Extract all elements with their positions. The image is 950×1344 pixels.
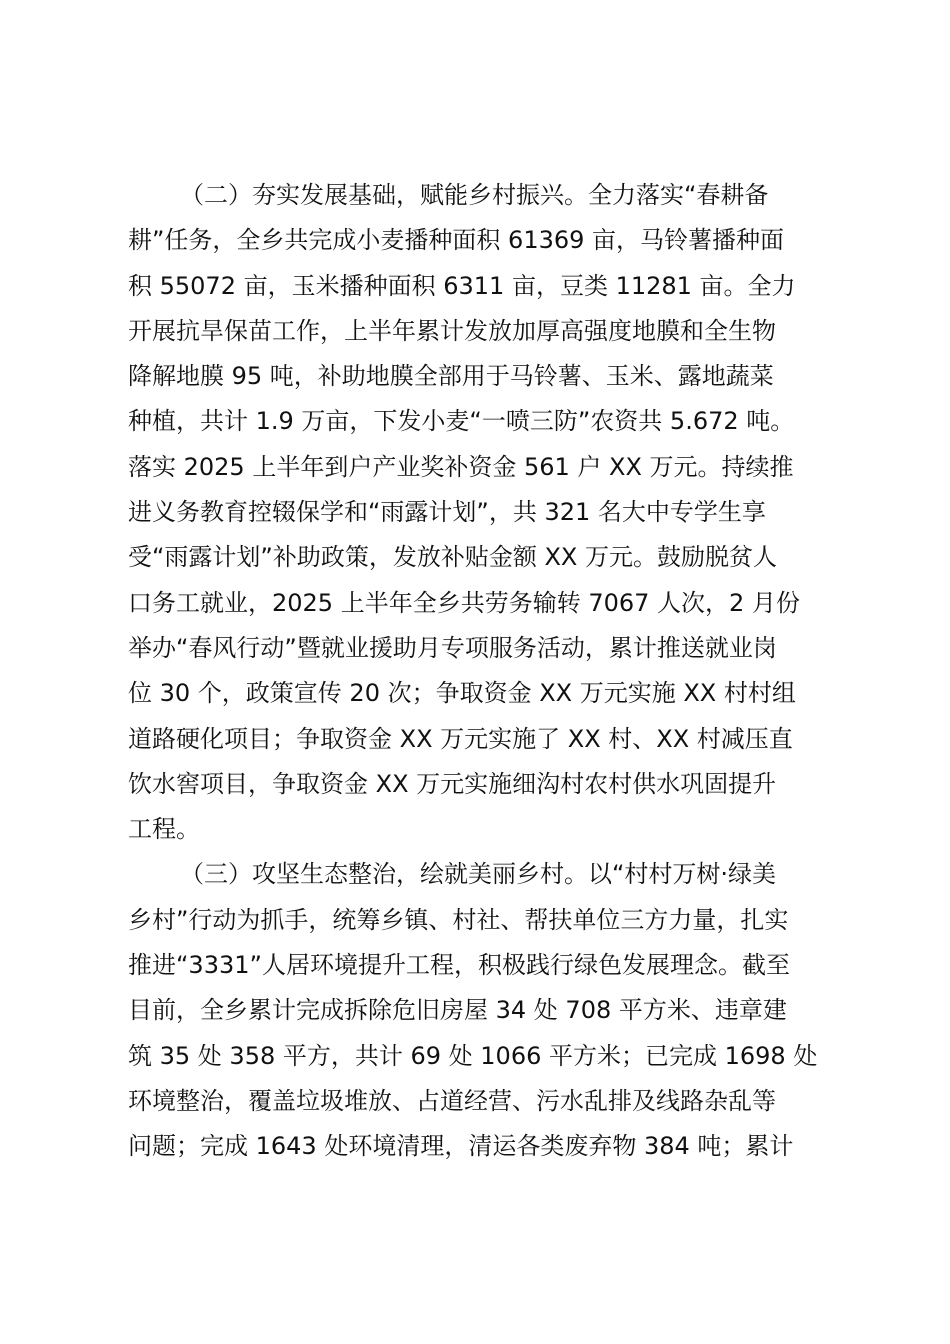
paragraph-2-line-4: 开展抗旱保苗工作，上半年累计发放加厚高强度地膜和全生物 — [128, 316, 776, 345]
paragraph-3-line-7: 问题；完成 1643 处环境清理，清运各类废弃物 384 吨；累计 — [128, 1132, 794, 1161]
paragraph-2-line-9: 受“雨露计划”补助政策，发放补贴金额 XX 万元。鼓励脱贫人 — [128, 543, 778, 572]
paragraph-2-line-11: 举办“春风行动”暨就业援助月专项服务活动，累计推送就业岗 — [128, 633, 777, 662]
paragraph-2-line-10: 口务工就业，2025 上半年全乡共劳务输转 7067 人次，2 月份 — [128, 588, 800, 617]
paragraph-2-line-13: 道路硬化项目；争取资金 XX 万元实施了 XX 村、XX 村减压直 — [128, 724, 793, 753]
paragraph-2-line-8: 进义务教育控辍保学和“雨露计划”，共 321 名大中专学生享 — [128, 498, 766, 527]
paragraph-2-line-14: 饮水窖项目，争取资金 XX 万元实施细沟村农村供水巩固提升 — [128, 769, 777, 798]
paragraph-2-line-2: 耕”任务，全乡共完成小麦播种面积 61369 亩，马铃薯播种面 — [128, 226, 785, 255]
document-body — [128, 173, 828, 1170]
paragraph-2-line-1: （二）夯实发展基础，赋能乡村振兴。全力落实“春耕备 — [180, 181, 769, 209]
paragraph-3-line-1: （三）攻坚生态整治，绘就美丽乡村。以“村村万树·绿美 — [180, 860, 777, 889]
paragraph-3-line-6: 环境整治，覆盖垃圾堆放、占道经营、污水乱排及线路杂乱等 — [128, 1086, 776, 1115]
paragraph-3-line-3: 推进“3331”人居环境提升工程，积极践行绿色发展理念。截至 — [128, 951, 790, 980]
paragraph-2-line-12: 位 30 个，政策宣传 20 次；争取资金 XX 万元实施 XX 村村组 — [128, 679, 796, 708]
paragraph-3-line-4: 目前，全乡累计完成拆除危旧房屋 34 处 708 平方米、违章建 — [128, 996, 787, 1025]
paragraph-3-line-2: 乡村”行动为抓手，统筹乡镇、村社、帮扶单位三方力量，扎实 — [128, 905, 789, 934]
paragraph-2-line-6: 种植，共计 1.9 万亩，下发小麦“一喷三防”农资共 5.672 吨。 — [128, 407, 795, 436]
paragraph-3-line-5: 筑 35 处 358 平方，共计 69 处 1066 平方米；已完成 1698 处 — [128, 1041, 818, 1070]
paragraph-2-line-7: 落实 2025 上半年到户产业奖补资金 561 户 XX 万元。持续推 — [128, 452, 794, 481]
paragraph-2-line-5: 降解地膜 95 吨，补助地膜全部用于马铃薯、玉米、露地蔬菜 — [128, 362, 774, 391]
paragraph-2-line-3: 积 55072 亩，玉米播种面积 6311 亩，豆类 11281 亩。全力 — [128, 271, 796, 300]
paragraph-2-line-15: 工程。 — [128, 815, 200, 844]
